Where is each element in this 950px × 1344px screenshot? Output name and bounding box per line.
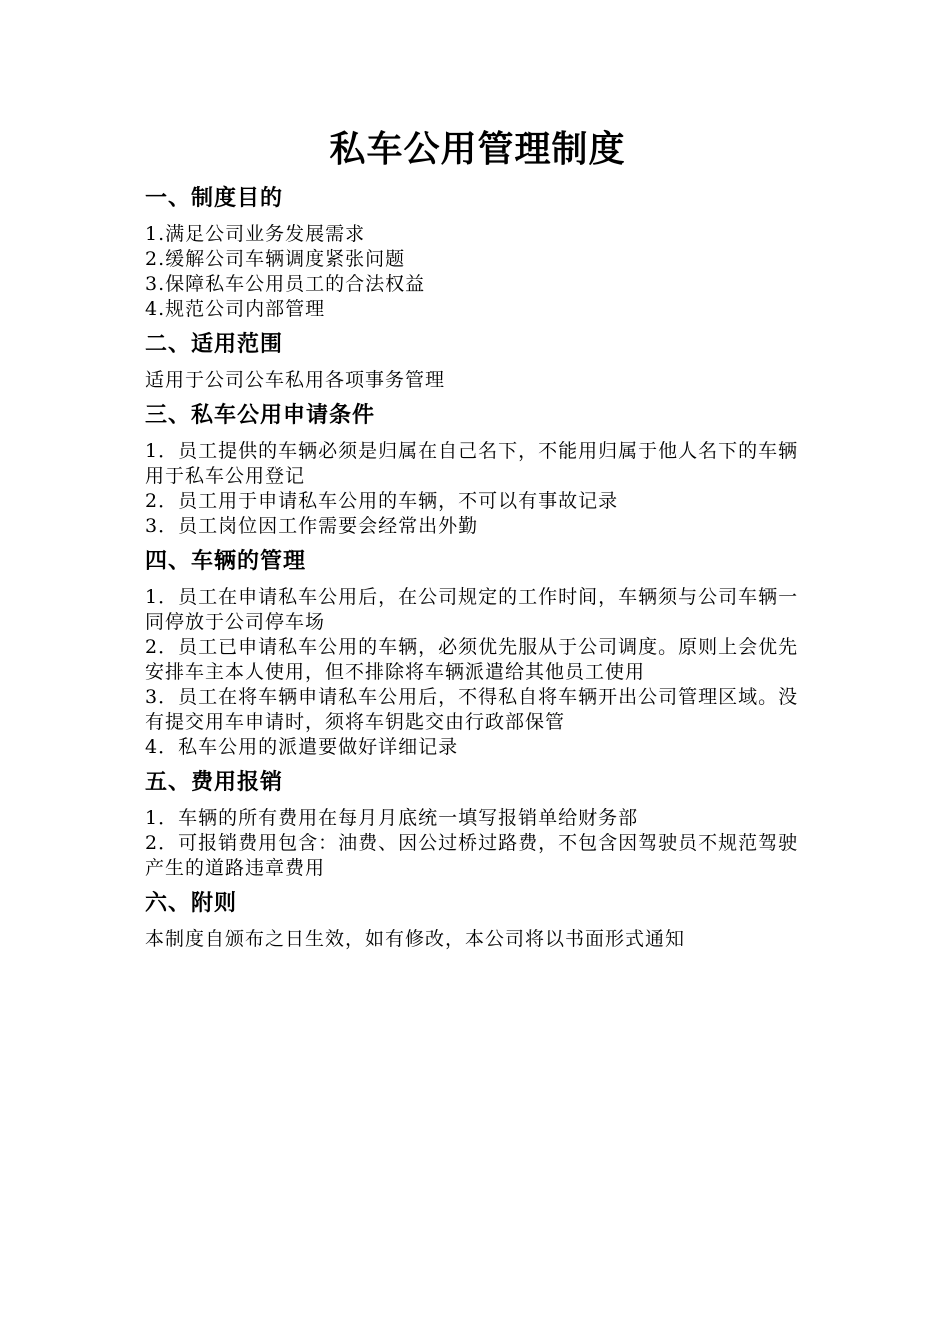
paragraph: 3．员工岗位因工作需要会经常出外勤 [145, 515, 479, 537]
section-heading: 六、附则 [145, 891, 238, 916]
paragraph: 适用于公司公车私用各项事务管理 [145, 369, 446, 391]
paragraph: 1.满足公司业务发展需求 [145, 223, 366, 245]
section-body [145, 585, 810, 760]
paragraph: 2．可报销费用包含：油费、因公过桥过路费，不包含因驾驶员不规范驾驶产生的道路违章费用 [145, 832, 799, 879]
paragraph: 3．员工在将车辆申请私车公用后，不得私自将车辆开出公司管理区域。没有提交用车申请时，须将车钥匙交由行政部保管 [145, 686, 799, 733]
section-heading: 三、私车公用申请条件 [145, 403, 376, 428]
section-heading: 二、适用范围 [145, 332, 284, 357]
section-heading: 四、车辆的管理 [145, 549, 307, 574]
paragraph: 2．员工用于申请私车公用的车辆，不可以有事故记录 [145, 490, 619, 512]
paragraph: 2．员工已申请私车公用的车辆，必须优先服从于公司调度。原则上会优先安排车主本人使用，但不排除将车辆派遣给其他员工使用 [145, 636, 799, 683]
paragraph: 1．车辆的所有费用在每月月底统一填写报销单给财务部 [145, 807, 639, 829]
section-body [145, 222, 810, 322]
section-supplementary [145, 889, 810, 952]
paragraph: 4．私车公用的派遣要做好详细记录 [145, 736, 459, 758]
section-body [145, 439, 810, 539]
section-conditions [145, 401, 810, 539]
paragraph: 1．员工提供的车辆必须是归属在自己名下，不能用归属于他人名下的车辆用于私车公用登记 [145, 440, 799, 487]
section-heading: 一、制度目的 [145, 186, 284, 211]
document-page [145, 124, 810, 952]
paragraph: 2.缓解公司车辆调度紧张问题 [145, 248, 406, 270]
section-scope [145, 330, 810, 393]
section-body [145, 927, 810, 952]
section-body [145, 806, 810, 881]
section-expense-reimbursement [145, 768, 810, 881]
paragraph: 本制度自颁布之日生效，如有修改，本公司将以书面形式通知 [145, 928, 686, 950]
paragraph: 4.规范公司内部管理 [145, 298, 326, 320]
paragraph: 3.保障私车公用员工的合法权益 [145, 273, 426, 295]
paragraph: 1．员工在申请私车公用后，在公司规定的工作时间，车辆须与公司车辆一同停放于公司停车场 [145, 586, 799, 633]
section-purpose [145, 184, 810, 322]
section-body [145, 368, 810, 393]
document-title: 私车公用管理制度 [329, 129, 626, 170]
section-vehicle-management [145, 547, 810, 760]
section-heading: 五、费用报销 [145, 770, 284, 795]
